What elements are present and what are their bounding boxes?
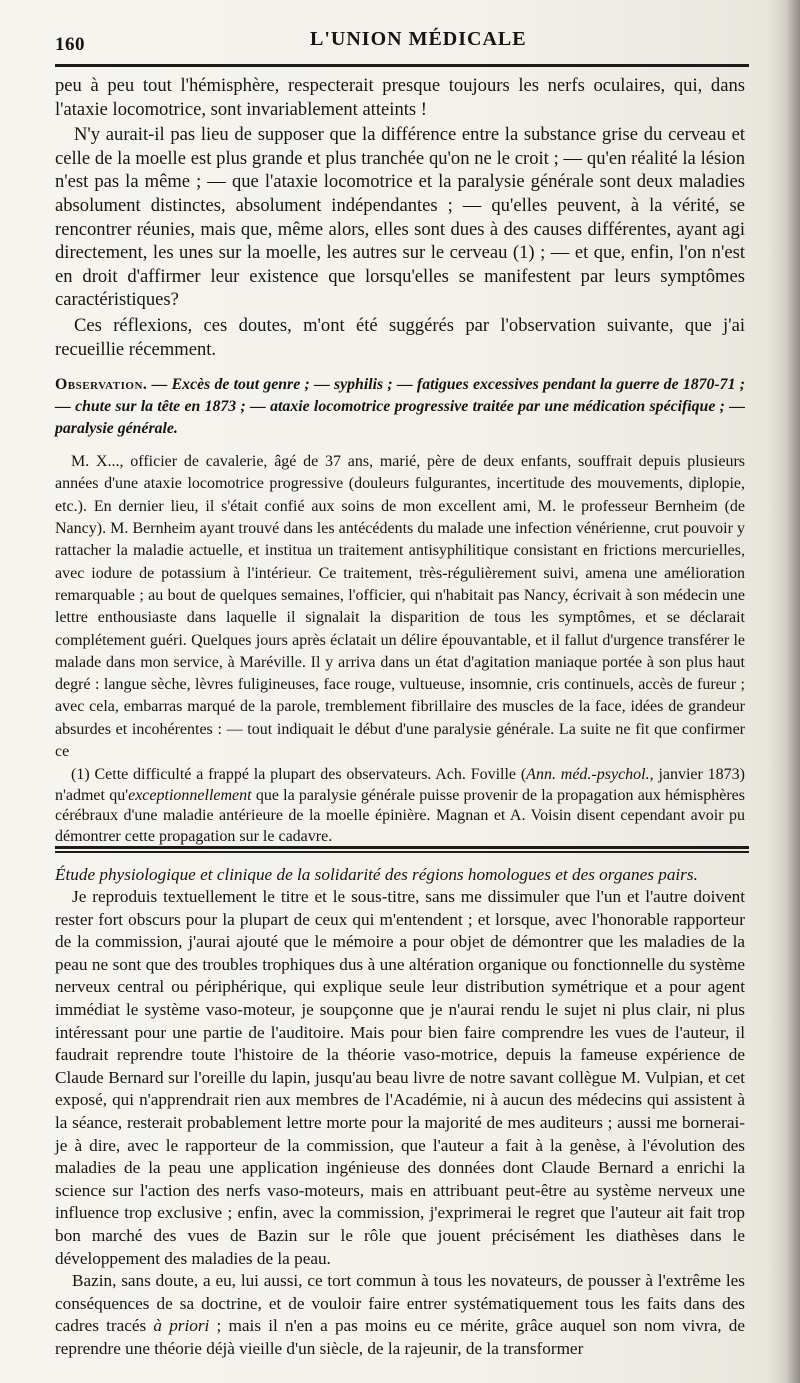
page-number: 160 bbox=[55, 34, 85, 55]
etude-title: Étude physiologique et clinique de la solidarité des régions homologues et des organes pairs. bbox=[55, 865, 698, 884]
separator-rule-thick bbox=[55, 846, 749, 849]
page-header bbox=[55, 20, 745, 60]
etude-paragraph-1: Je reproduis textuellement le titre et le sous-titre, sans me dissimuler que l'un et l'autre doivent rester fort obscurs pour la plupart de ceux qui m'entendent ; et lorsque, avec l'honorable rapporteur de la commission, j'aurai ajouté que le mémoire a pour objet de démontrer que les maladies de la peau ne sont que des troubles trophiques dus à une altération organique ou fonctionnelle du système nerveux central ou périphérique, qui explique seule leur distribution symétrique et a pour agent immédiat le système vaso-moteur, je soupçonne que je n'aurai rendu le sujet ni plus clair, ni plus intéressant pour une partie de l'auditoire. Mais pour bien faire comprendre les vues de l'auteur, il faudrait reprendre toute l'histoire de la théorie vaso-motrice, depuis la fameuse expérience de Claude Bernard sur l'oreille du lapin, jusqu'au beau livre de notre savant collègue M. Vulpian, et cet exposé, qui n'apprendrait rien aux membres de l'Académie, ni à aucun des médecins qui assistent à la séance, resterait probablement lettre morte pour la majorité de mes auditeurs ; aussi me bornerai-je à dire, avec le rapporteur de la commission, que l'auteur a fait à la genèse, à l'évolution des maladies de la peau une application ingénieuse des données dont Claude Bernard a enrichi la science sur l'action des nerfs vaso-moteurs, mais en attribuant peut-être au système nerveux une influence trop exclusive ; enfin, avec la commission, j'exprimerai le regret que l'auteur ait fait trop bon marché des vues de Bazin sur le rôle que jouent précisément les diathèses dans le développement des maladies de la peau. bbox=[55, 887, 745, 1268]
footnote-emphasis: exceptionnellement bbox=[128, 786, 252, 804]
etude-p2-lead: Bazin, sans doute, a eu, lui aussi, ce tort commun à tous les novateurs, de pousser à l'extrême les conséquences de sa doctrine, et de vouloir faire entrer systématiquement tous les faits dans des cadres tracés bbox=[55, 1271, 745, 1336]
main-column bbox=[55, 74, 745, 763]
footnote-block bbox=[55, 765, 745, 847]
footnote-lead: (1) Cette difficulté a frappé la plupart des observateurs. Ach. Foville ( bbox=[71, 766, 527, 783]
separator-rule-thin bbox=[55, 851, 749, 853]
footnote-reference: Ann. méd.-psychol. bbox=[526, 766, 650, 783]
paragraph-2: N'y aurait-il pas lieu de supposer que la différence entre la substance grise du cerveau et celle de la moelle est plus grande et plus tranchée qu'on ne le croit ; — qu'en réalité la lésion n'est pas la même ; — que l'ataxie locomotrice et la paralysie générale sont deux maladies absolument distinctes, absolument indépendantes ; — qu'elles peuvent, à la vérité, se rencontrer réunies, mais que, même alors, elles sont dues à des causes différentes, ayant agi directement, les unes sur la moelle, les autres sur le cerveau (1) ; — et que, enfin, l'on n'est en droit d'affirmer leur existence que lorsqu'elles se manifestent par leurs symptômes caractéristiques? bbox=[55, 124, 745, 311]
etude-p2-italic: à priori bbox=[153, 1316, 210, 1336]
observation-label: Observation. bbox=[55, 376, 148, 394]
observation-text: M. X..., officier de cavalerie, âgé de 37 ans, marié, père de deux enfants, souffrait depuis plusieurs années d'une ataxie locomotrice progressive (douleurs fulgurantes, incertitude des mouvements, diplopie, etc.). En dernier lieu, il s'était confié aux soins de mon excellent ami, M. le professeur Bernheim (de Nancy). M. Bernheim ayant trouvé dans les antécédents du malade une infection vénérienne, crut pouvoir y rattacher la maladie actuelle, et institua un traitement antisyphilitique consistant en frictions mercurielles, avec iodure de potassium à l'intérieur. Ce traitement, très-régulièrement suivi, amena une amélioration remarquable ; au bout de quelques semaines, l'officier, qui n'habitait pas Nancy, écrivait à son médecin une lettre enthousiaste dans laquelle il signalait la disparition de tous les symptômes, et se déclarait complétement guéri. Quelques jours après éclatait un délire épouvantable, et il fallut d'urgence transférer le malade dans mon service, à Maréville. Il y arriva dans un état d'agitation maniaque portée à son plus haut degré : langue sèche, lèvres fuligineuses, face rouge, vultueuse, insomnie, cris continuels, accès de fureur ; avec cela, embarras marqué de la parole, tremblement fibrillaire des muscles de la face, idées de grandeur absurdes et incohérentes : — tout indiquait le début d'une paralysie générale. La suite ne fit que confirmer ce bbox=[55, 453, 745, 760]
observation-heading bbox=[55, 374, 745, 440]
header-rule bbox=[55, 64, 749, 67]
running-title: L'UNION MÉDICALE bbox=[310, 28, 527, 50]
section-separator bbox=[55, 846, 749, 854]
page-edge-shadow bbox=[786, 0, 800, 1383]
observation-heading-text: — Excès de tout genre ; — syphilis ; — fatigues excessives pendant la guerre de 1870-71 ; — chute sur la tête en 1873 ; — ataxie locomotrice progressive traitée par une médication spécifique ; — paralysie générale. bbox=[55, 376, 745, 438]
etude-section bbox=[55, 864, 745, 1360]
footnote-1 bbox=[55, 765, 745, 847]
etude-p2-tail: ; mais il n'en a pas moins eu ce mérite, grâce auquel son nom vivra, de reprendre une théorie déjà vieille d'un siècle, de la rajeunir, de la transformer bbox=[55, 1316, 745, 1358]
footnote-tail: que la paralysie générale puisse provenir de la propagation aux hémisphères cérébraux d'une maladie antérieure de la moelle épinière. Magnan et A. Voisin disent cependant avoir pu démontrer cette propagation sur le cadavre. bbox=[55, 786, 746, 845]
etude-paragraph-2 bbox=[55, 1270, 745, 1360]
footnote-mid: , janvier 1873) n'admet qu' bbox=[55, 766, 745, 804]
paragraph-3: Ces réflexions, ces doutes, m'ont été suggérés par l'observation suivante, que j'ai recueillie récemment. bbox=[55, 314, 745, 360]
paragraph-1: peu à peu tout l'hémisphère, respecterait presque toujours les nerfs oculaires, qui, dans l'ataxie locomotrice, sont invariablement atteints ! bbox=[55, 75, 745, 120]
